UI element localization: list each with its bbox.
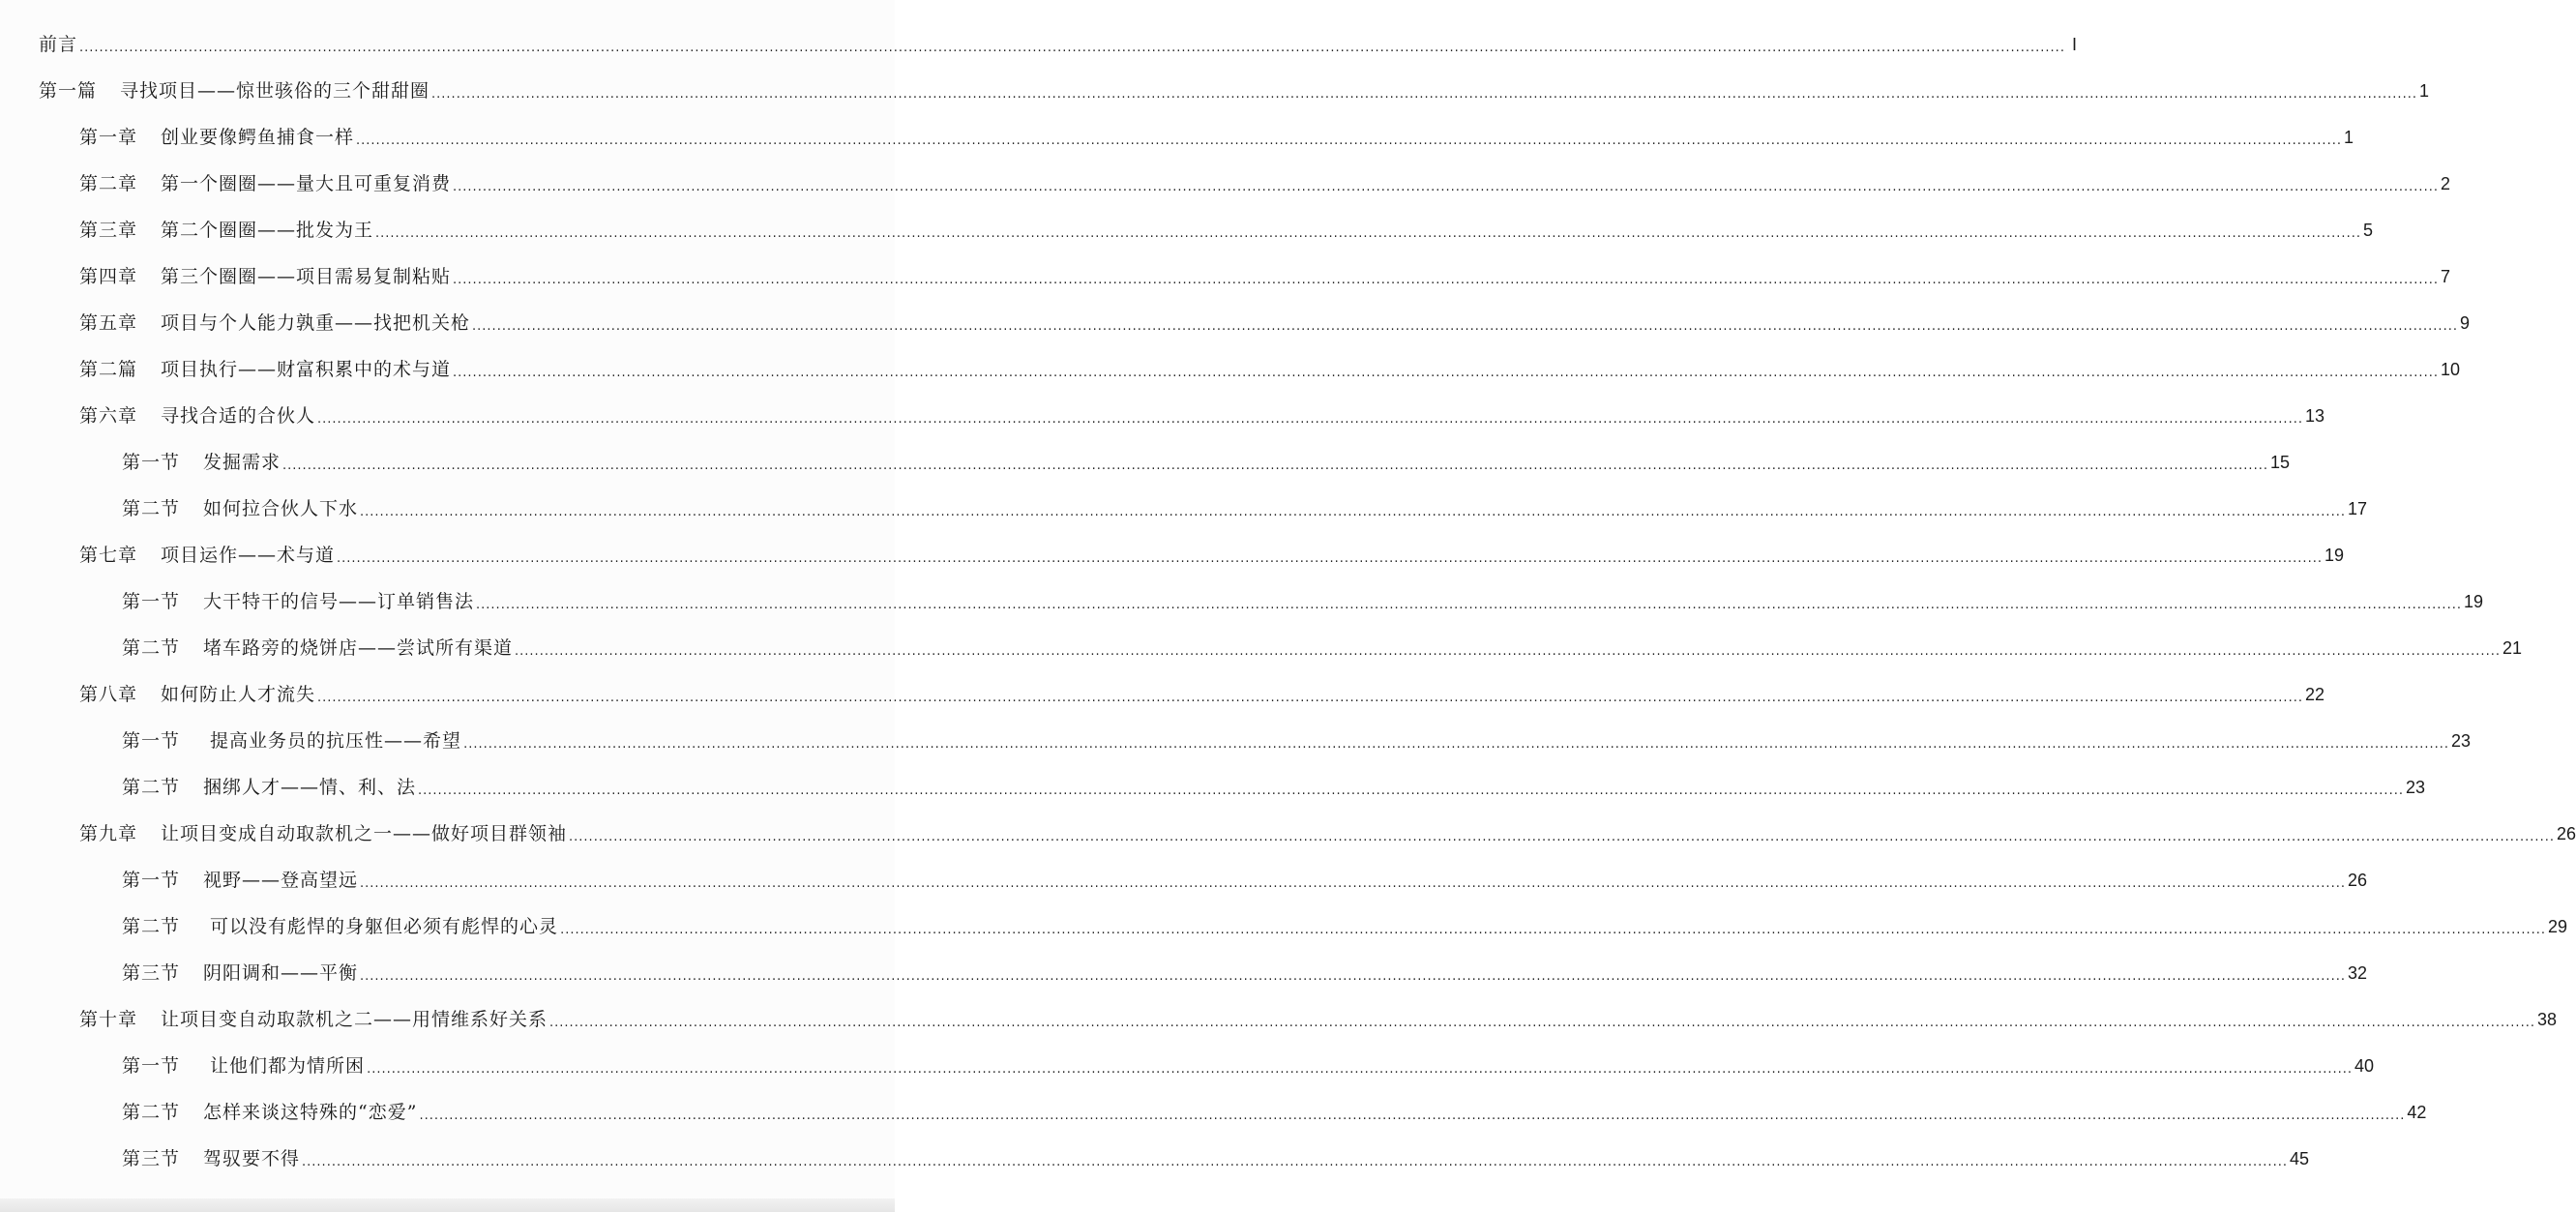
toc-entry-label: 第一节 bbox=[122, 1055, 181, 1077]
toc-entry bbox=[0, 903, 2568, 950]
toc-entry bbox=[0, 578, 2483, 625]
toc-entry-title: 寻找合适的合伙人 bbox=[161, 405, 316, 427]
dot-leader: ................................................................................................................................................................................................................................................................................................................................................................................................................ bbox=[356, 133, 2342, 148]
dot-leader: ................................................................................................................................................................................................................................................................................................................................................................................................................ bbox=[463, 737, 2449, 752]
toc-entry-title: 让项目变自动取款机之二——用情维系好关系 bbox=[161, 1009, 548, 1030]
toc-entry bbox=[0, 764, 2425, 811]
dot-leader: ................................................................................................................................................................................................................................................................................................................................................................................................................ bbox=[569, 830, 2555, 844]
dot-leader: ................................................................................................................................................................................................................................................................................................................................................................................................................ bbox=[418, 783, 2404, 798]
toc-entry-label: 第七章 bbox=[79, 545, 138, 566]
dot-leader: ................................................................................................................................................................................................................................................................................................................................................................................................................ bbox=[515, 644, 2501, 659]
toc-entry-page-number: 42 bbox=[2407, 1103, 2427, 1122]
toc-entry-label: 第三章 bbox=[79, 220, 138, 241]
toc-entry-title: 第二个圈圈——批发为王 bbox=[161, 220, 374, 241]
toc-entry-label: 前言 bbox=[39, 34, 78, 55]
dot-leader: ................................................................................................................................................................................................................................................................................................................................................................................................................ bbox=[375, 226, 2361, 241]
toc-entry bbox=[0, 950, 2367, 996]
toc-entry-page-number: 1 bbox=[2343, 128, 2354, 147]
toc-entry-label: 第三节 bbox=[122, 962, 181, 984]
toc-entry-page-number: 1 bbox=[2418, 81, 2429, 101]
toc-entry-title: 寻找项目——惊世骇俗的三个甜甜圈 bbox=[120, 80, 430, 102]
toc-entry-page-number: 9 bbox=[2459, 313, 2470, 333]
dot-leader: ................................................................................................................................................................................................................................................................................................................................................................................................................ bbox=[337, 551, 2323, 566]
toc-entry bbox=[0, 253, 2450, 300]
toc-entry-page-number: 40 bbox=[2354, 1056, 2375, 1076]
toc-entry-title: 大干特干的信号——订单销售法 bbox=[203, 591, 475, 612]
page-bottom-edge bbox=[0, 1198, 895, 1212]
toc-entry bbox=[0, 207, 2373, 253]
dot-leader: ................................................................................................................................................................................................................................................................................................................................................................................................................ bbox=[360, 505, 2346, 519]
toc-entry bbox=[0, 857, 2367, 903]
toc-entry-label: 第二节 bbox=[122, 777, 181, 798]
toc-entry-title: 可以没有彪悍的身躯但必须有彪悍的心灵 bbox=[203, 916, 559, 937]
toc-entry-title: 提高业务员的抗压性——希望 bbox=[203, 730, 462, 752]
dot-leader: ................................................................................................................................................................................................................................................................................................................................................................................................................ bbox=[282, 458, 2268, 473]
dot-leader: ................................................................................................................................................................................................................................................................................................................................................................................................................ bbox=[419, 1109, 2406, 1123]
toc-entry-label: 第一节 bbox=[122, 730, 181, 752]
table-of-contents bbox=[0, 21, 2576, 1182]
dot-leader: ................................................................................................................................................................................................................................................................................................................................................................................................................ bbox=[360, 969, 2346, 984]
toc-entry-label: 第一节 bbox=[122, 591, 181, 612]
toc-entry bbox=[0, 161, 2450, 207]
toc-entry-page-number: 45 bbox=[2289, 1149, 2309, 1168]
toc-entry-page-number: 19 bbox=[2324, 546, 2344, 565]
toc-entry-label: 第六章 bbox=[79, 405, 138, 427]
toc-entry bbox=[0, 671, 2324, 718]
toc-entry-page-number: 15 bbox=[2269, 453, 2290, 472]
toc-entry bbox=[0, 811, 2576, 857]
toc-entry-title: 让他们都为情所困 bbox=[203, 1055, 366, 1077]
toc-entry-page-number: I bbox=[2071, 35, 2077, 54]
toc-entry-title: 项目执行——财富积累中的术与道 bbox=[161, 359, 452, 380]
dot-leader: ................................................................................................................................................................................................................................................................................................................................................................................................................ bbox=[453, 273, 2439, 287]
dot-leader: ................................................................................................................................................................................................................................................................................................................................................................................................................ bbox=[302, 1155, 2288, 1169]
toc-entry-label: 第二篇 bbox=[79, 359, 138, 380]
toc-entry-label: 第五章 bbox=[79, 312, 138, 334]
toc-entry-label: 第一节 bbox=[122, 452, 181, 473]
toc-entry-label: 第九章 bbox=[79, 823, 138, 844]
toc-entry bbox=[0, 532, 2344, 578]
toc-entry-page-number: 23 bbox=[2451, 731, 2472, 751]
toc-entry-title: 视野——登高望远 bbox=[203, 870, 359, 891]
dot-leader: ................................................................................................................................................................................................................................................................................................................................................................................................................ bbox=[472, 319, 2458, 334]
toc-entry-page-number: 19 bbox=[2463, 592, 2483, 611]
dot-leader: ................................................................................................................................................................................................................................................................................................................................................................................................................ bbox=[317, 412, 2303, 427]
toc-entry-title: 发掘需求 bbox=[203, 452, 281, 473]
toc-entry-title: 项目与个人能力孰重——找把机关枪 bbox=[161, 312, 471, 334]
toc-entry-label: 第三节 bbox=[122, 1148, 181, 1169]
toc-entry-page-number: 17 bbox=[2347, 499, 2367, 518]
toc-entry-page-number: 5 bbox=[2362, 221, 2373, 240]
toc-entry-page-number: 38 bbox=[2536, 1010, 2557, 1029]
toc-entry bbox=[0, 68, 2429, 114]
toc-entry bbox=[0, 300, 2470, 346]
toc-entry-title: 阴阳调和——平衡 bbox=[203, 962, 359, 984]
toc-entry-page-number: 7 bbox=[2440, 267, 2450, 286]
toc-entry-label: 第八章 bbox=[79, 684, 138, 705]
toc-entry-title: 堵车路旁的烧饼店——尝试所有渠道 bbox=[203, 637, 514, 659]
toc-entry bbox=[0, 1089, 2427, 1136]
toc-entry bbox=[0, 439, 2290, 486]
toc-entry-label: 第四章 bbox=[79, 266, 138, 287]
toc-entry bbox=[0, 486, 2367, 532]
toc-entry-title: 创业要像鳄鱼捕食一样 bbox=[161, 127, 355, 148]
toc-entry-label: 第二节 bbox=[122, 498, 181, 519]
dot-leader: ................................................................................................................................................................................................................................................................................................................................................................................................................ bbox=[431, 87, 2417, 102]
toc-entry bbox=[0, 625, 2522, 671]
toc-entry-page-number: 10 bbox=[2440, 360, 2460, 379]
toc-entry-title: 项目运作——术与道 bbox=[161, 545, 336, 566]
dot-leader: ................................................................................................................................................................................................................................................................................................................................................................................................................ bbox=[79, 41, 2065, 55]
toc-entry-page-number: 23 bbox=[2405, 778, 2425, 797]
toc-entry bbox=[0, 346, 2460, 393]
toc-entry-page-number: 26 bbox=[2347, 871, 2367, 890]
dot-leader: ................................................................................................................................................................................................................................................................................................................................................................................................................ bbox=[476, 598, 2462, 612]
toc-entry-page-number: 32 bbox=[2347, 963, 2367, 983]
dot-leader: ................................................................................................................................................................................................................................................................................................................................................................................................................ bbox=[453, 366, 2439, 380]
toc-entry-title: 驾驭要不得 bbox=[203, 1148, 301, 1169]
toc-entry-page-number: 29 bbox=[2548, 917, 2568, 936]
dot-leader: ................................................................................................................................................................................................................................................................................................................................................................................................................ bbox=[317, 691, 2303, 705]
toc-entry bbox=[0, 21, 2077, 68]
toc-entry-label: 第二节 bbox=[122, 637, 181, 659]
toc-entry-title: 怎样来谈这特殊的“恋爱” bbox=[203, 1102, 418, 1123]
dot-leader: ................................................................................................................................................................................................................................................................................................................................................................................................................ bbox=[367, 1062, 2353, 1077]
toc-entry-title: 捆绑人才——情、利、法 bbox=[203, 777, 417, 798]
toc-entry-page-number: 2 bbox=[2440, 174, 2450, 193]
toc-entry-label: 第二节 bbox=[122, 916, 181, 937]
toc-entry bbox=[0, 996, 2557, 1043]
dot-leader: ................................................................................................................................................................................................................................................................................................................................................................................................................ bbox=[360, 876, 2346, 891]
toc-entry-page-number: 22 bbox=[2304, 685, 2324, 704]
toc-entry-label: 第二章 bbox=[79, 173, 138, 194]
toc-entry-title: 如何拉合伙人下水 bbox=[203, 498, 359, 519]
dot-leader: ................................................................................................................................................................................................................................................................................................................................................................................................................ bbox=[453, 180, 2439, 194]
toc-entry bbox=[0, 1043, 2375, 1089]
toc-entry-title: 如何防止人才流失 bbox=[161, 684, 316, 705]
toc-entry-title: 第三个圈圈——项目需易复制粘贴 bbox=[161, 266, 452, 287]
toc-entry bbox=[0, 114, 2354, 161]
toc-entry-label: 第一篇 bbox=[39, 80, 98, 102]
dot-leader: ................................................................................................................................................................................................................................................................................................................................................................................................................ bbox=[549, 1016, 2535, 1030]
toc-entry bbox=[0, 718, 2472, 764]
toc-entry-title: 让项目变成自动取款机之一——做好项目群领袖 bbox=[161, 823, 568, 844]
toc-entry-label: 第一章 bbox=[79, 127, 138, 148]
toc-entry-label: 第二节 bbox=[122, 1102, 181, 1123]
toc-entry bbox=[0, 393, 2324, 439]
toc-entry bbox=[0, 1136, 2309, 1182]
toc-entry-title: 第一个圈圈——量大且可重复消费 bbox=[161, 173, 452, 194]
toc-entry-page-number: 21 bbox=[2502, 638, 2522, 658]
dot-leader: ................................................................................................................................................................................................................................................................................................................................................................................................................ bbox=[560, 923, 2546, 937]
toc-entry-page-number: 26 bbox=[2556, 824, 2576, 843]
toc-entry-label: 第一节 bbox=[122, 870, 181, 891]
toc-entry-label: 第十章 bbox=[79, 1009, 138, 1030]
toc-entry-page-number: 13 bbox=[2304, 406, 2324, 426]
